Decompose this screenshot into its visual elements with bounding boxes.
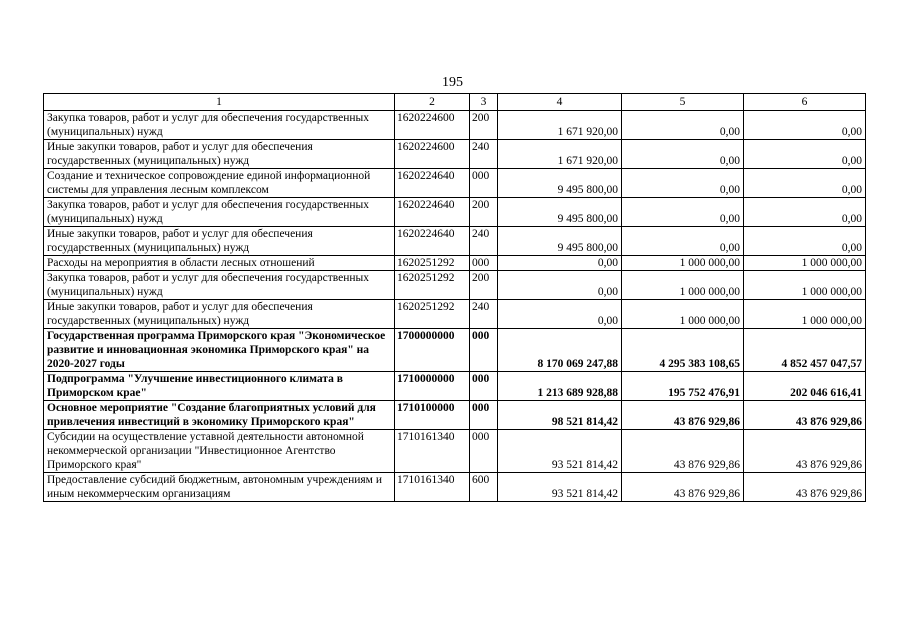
column-header: 6 [744,94,866,111]
column-header: 2 [395,94,470,111]
cell-name: Иные закупки товаров, работ и услуг для обеспечения государственных (муниципальных) нужд [44,300,395,329]
column-header: 3 [470,94,498,111]
cell-amount-col5: 0,00 [622,169,744,198]
cell-amount-col5: 1 000 000,00 [622,256,744,271]
cell-amount-col6: 43 876 929,86 [744,430,866,473]
cell-amount-col5: 195 752 476,91 [622,372,744,401]
cell-name: Субсидии на осуществление уставной деятельности автономной некоммерческой организации "Инвестиционное Агентство Приморского края" [44,430,395,473]
cell-amount-col6: 1 000 000,00 [744,256,866,271]
cell-amount-col5: 0,00 [622,227,744,256]
cell-amount-col6: 0,00 [744,111,866,140]
table-header-row [44,94,866,111]
column-header: 1 [44,94,395,111]
table-row [44,329,866,372]
table-row [44,430,866,473]
cell-amount-col5: 4 295 383 108,65 [622,329,744,372]
cell-amount-col4: 0,00 [498,271,622,300]
cell-amount-col4: 1 213 689 928,88 [498,372,622,401]
cell-target-article: 1620224600 [395,140,470,169]
cell-expense-type: 000 [470,372,498,401]
cell-amount-col5: 43 876 929,86 [622,473,744,502]
table-row [44,473,866,502]
table-row [44,271,866,300]
cell-target-article: 1710000000 [395,372,470,401]
cell-expense-type: 000 [470,169,498,198]
cell-amount-col6: 0,00 [744,227,866,256]
cell-amount-col5: 1 000 000,00 [622,300,744,329]
cell-expense-type: 200 [470,271,498,300]
cell-amount-col4: 98 521 814,42 [498,401,622,430]
table-row [44,169,866,198]
cell-amount-col6: 1 000 000,00 [744,300,866,329]
table-row [44,300,866,329]
column-header: 4 [498,94,622,111]
cell-expense-type: 600 [470,473,498,502]
page-number: 195 [442,75,463,90]
cell-target-article: 1620224640 [395,169,470,198]
cell-name: Закупка товаров, работ и услуг для обеспечения государственных (муниципальных) нужд [44,111,395,140]
cell-target-article: 1620224640 [395,227,470,256]
cell-amount-col5: 0,00 [622,198,744,227]
cell-amount-col4: 9 495 800,00 [498,169,622,198]
cell-amount-col5: 0,00 [622,111,744,140]
cell-name: Иные закупки товаров, работ и услуг для обеспечения государственных (муниципальных) нужд [44,227,395,256]
table-row [44,372,866,401]
cell-amount-col6: 0,00 [744,198,866,227]
cell-amount-col5: 1 000 000,00 [622,271,744,300]
cell-amount-col4: 0,00 [498,300,622,329]
cell-target-article: 1700000000 [395,329,470,372]
cell-name: Подпрограмма "Улучшение инвестиционного климата в Приморском крае" [44,372,395,401]
cell-amount-col6: 43 876 929,86 [744,473,866,502]
budget-table [43,93,866,502]
column-header: 5 [622,94,744,111]
table-body [44,111,866,502]
cell-name: Предоставление субсидий бюджетным, автономным учреждениям и иным некоммерческим организациям [44,473,395,502]
cell-expense-type: 240 [470,300,498,329]
cell-amount-col6: 4 852 457 047,57 [744,329,866,372]
cell-amount-col4: 9 495 800,00 [498,227,622,256]
cell-expense-type: 000 [470,401,498,430]
table-row [44,111,866,140]
cell-amount-col6: 0,00 [744,140,866,169]
cell-expense-type: 000 [470,430,498,473]
cell-target-article: 1620251292 [395,300,470,329]
table-row [44,227,866,256]
table-row [44,401,866,430]
cell-target-article: 1620224600 [395,111,470,140]
table-row [44,198,866,227]
cell-target-article: 1620251292 [395,271,470,300]
cell-amount-col5: 43 876 929,86 [622,401,744,430]
cell-target-article: 1620251292 [395,256,470,271]
cell-amount-col6: 0,00 [744,169,866,198]
cell-amount-col4: 8 170 069 247,88 [498,329,622,372]
cell-amount-col5: 43 876 929,86 [622,430,744,473]
table-row [44,256,866,271]
cell-name: Расходы на мероприятия в области лесных отношений [44,256,395,271]
cell-expense-type: 240 [470,140,498,169]
cell-amount-col6: 1 000 000,00 [744,271,866,300]
cell-name: Государственная программа Приморского края "Экономическое развитие и инновационная экономика Приморского края" на 2020-2027 годы [44,329,395,372]
cell-amount-col4: 93 521 814,42 [498,473,622,502]
cell-expense-type: 240 [470,227,498,256]
cell-expense-type: 200 [470,198,498,227]
cell-target-article: 1710161340 [395,430,470,473]
cell-expense-type: 000 [470,329,498,372]
cell-name: Иные закупки товаров, работ и услуг для обеспечения государственных (муниципальных) нужд [44,140,395,169]
cell-expense-type: 200 [470,111,498,140]
cell-amount-col5: 0,00 [622,140,744,169]
cell-amount-col4: 9 495 800,00 [498,198,622,227]
cell-amount-col6: 202 046 616,41 [744,372,866,401]
cell-target-article: 1710100000 [395,401,470,430]
cell-name: Закупка товаров, работ и услуг для обеспечения государственных (муниципальных) нужд [44,271,395,300]
cell-name: Создание и техническое сопровождение единой информационной системы для управления лесным комплексом [44,169,395,198]
cell-name: Основное мероприятие "Создание благоприятных условий для привлечения инвестиций в экономику Приморского края" [44,401,395,430]
table-row [44,140,866,169]
cell-target-article: 1710161340 [395,473,470,502]
cell-amount-col6: 43 876 929,86 [744,401,866,430]
cell-name: Закупка товаров, работ и услуг для обеспечения государственных (муниципальных) нужд [44,198,395,227]
cell-amount-col4: 1 671 920,00 [498,111,622,140]
cell-amount-col4: 93 521 814,42 [498,430,622,473]
cell-amount-col4: 0,00 [498,256,622,271]
cell-amount-col4: 1 671 920,00 [498,140,622,169]
cell-target-article: 1620224640 [395,198,470,227]
cell-expense-type: 000 [470,256,498,271]
